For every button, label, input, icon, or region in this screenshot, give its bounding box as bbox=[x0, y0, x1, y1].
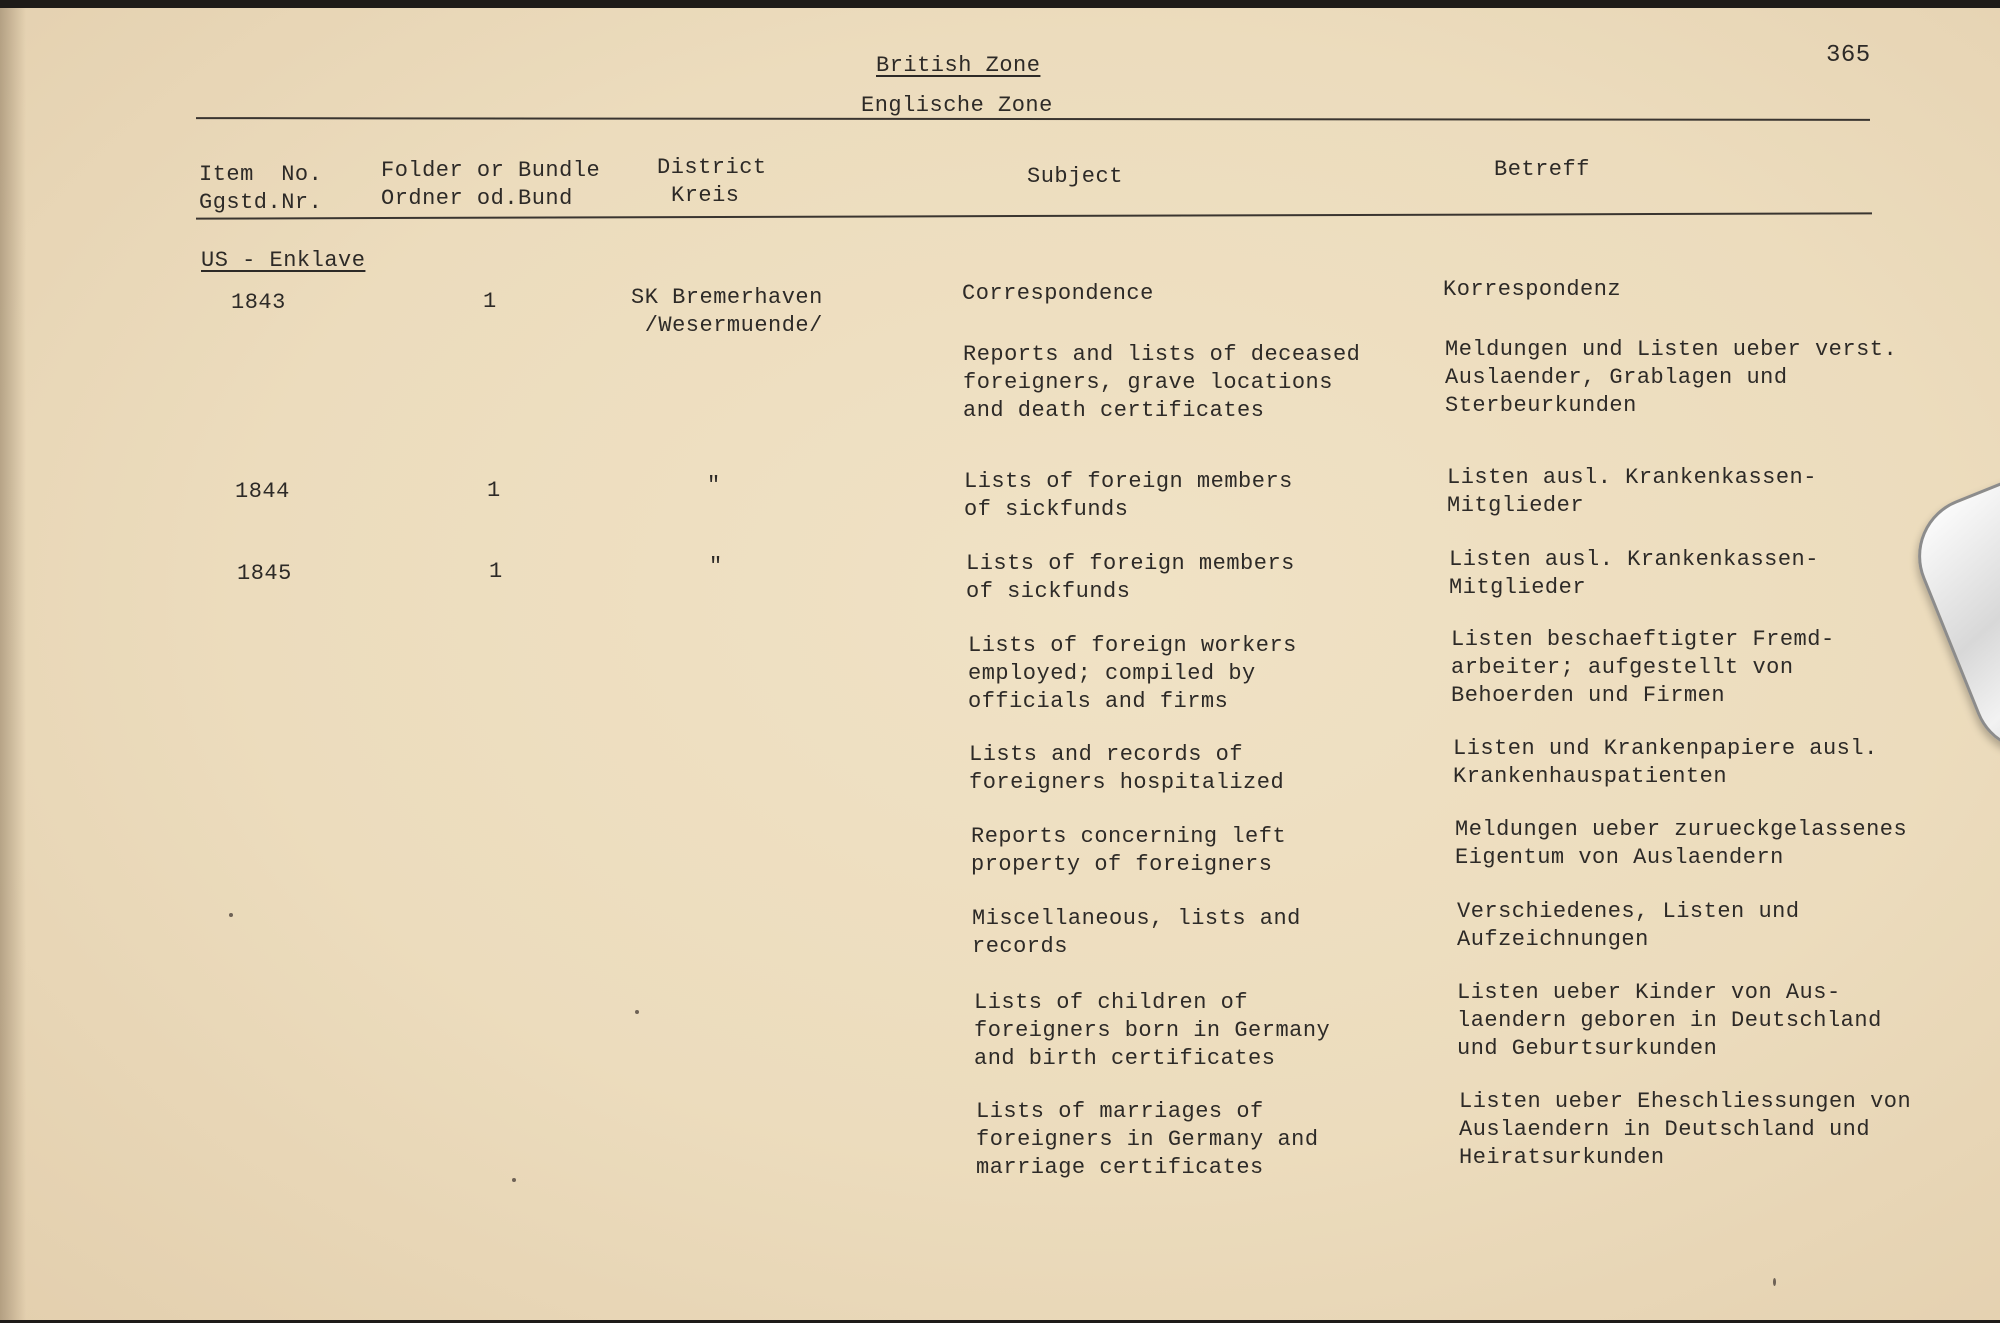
betreff-entry: Meldungen und Listen ueber verst. Auslaender, Grablagen und Sterbeurkunden bbox=[1445, 337, 1898, 418]
paper-clip bbox=[1900, 465, 2000, 770]
folder-number: 1 bbox=[483, 289, 497, 314]
district-name: SK Bremerhaven /Wesermuende/ bbox=[631, 285, 823, 338]
district-ditto: " bbox=[707, 473, 721, 498]
district-ditto: " bbox=[709, 554, 723, 579]
paper-speck bbox=[635, 1010, 639, 1014]
col-item-de: Ggstd.Nr. bbox=[199, 190, 323, 215]
subject-entry: Lists of foreign members of sickfunds bbox=[964, 469, 1293, 522]
subject-entry: Reports concerning left property of foreigners bbox=[971, 824, 1287, 877]
zone-title-de: Englische Zone bbox=[861, 93, 1053, 118]
betreff-entry: Meldungen ueber zurueckgelassenes Eigentum von Auslaendern bbox=[1455, 817, 1908, 870]
folder-number: 1 bbox=[489, 559, 503, 584]
betreff-entry: Listen ueber Kinder von Aus- laendern geboren in Deutschland und Geburtsurkunden bbox=[1457, 980, 1882, 1061]
item-number: 1845 bbox=[237, 561, 292, 586]
col-district-en: District bbox=[657, 155, 767, 180]
betreff-entry: Korrespondenz bbox=[1443, 277, 1622, 302]
col-betreff: Betreff bbox=[1494, 157, 1590, 182]
subject-entry: Reports and lists of deceased foreigners, grave locations and death certificates bbox=[963, 342, 1361, 423]
zone-title-en: British Zone bbox=[876, 53, 1041, 78]
paper-speck bbox=[512, 1178, 516, 1182]
section-title: US - Enklave bbox=[201, 248, 366, 273]
subject-entry: Lists of marriages of foreigners in Germany and marriage certificates bbox=[976, 1099, 1319, 1180]
col-district-de: Kreis bbox=[671, 183, 740, 208]
betreff-entry: Listen ausl. Krankenkassen- Mitglieder bbox=[1449, 547, 1819, 600]
col-item-en: Item No. bbox=[199, 162, 323, 187]
item-number: 1843 bbox=[231, 290, 286, 315]
paper-speck bbox=[229, 913, 233, 917]
subject-entry: Lists of foreign members of sickfunds bbox=[966, 551, 1295, 604]
paper-speck bbox=[1773, 1278, 1776, 1286]
col-folder-de: Ordner od.Bund bbox=[381, 186, 573, 211]
col-folder-en: Folder or Bundle bbox=[381, 158, 601, 183]
betreff-entry: Listen ausl. Krankenkassen- Mitglieder bbox=[1447, 465, 1817, 518]
subject-entry: Lists of foreign workers employed; compiled by officials and firms bbox=[968, 633, 1297, 714]
item-number: 1844 bbox=[235, 479, 290, 504]
header-rule-top bbox=[196, 117, 1870, 121]
binding-shadow bbox=[0, 8, 26, 1320]
subject-entry: Lists and records of foreigners hospitalized bbox=[969, 742, 1285, 795]
betreff-entry: Verschiedenes, Listen und Aufzeichnungen bbox=[1457, 899, 1800, 952]
betreff-entry: Listen und Krankenpapiere ausl. Krankenhauspatienten bbox=[1453, 736, 1878, 789]
subject-entry: Lists of children of foreigners born in Germany and birth certificates bbox=[974, 990, 1331, 1071]
page-number: 365 bbox=[1826, 42, 1871, 69]
col-subject: Subject bbox=[1027, 164, 1123, 189]
subject-entry: Correspondence bbox=[962, 281, 1154, 306]
header-rule-bottom bbox=[196, 212, 1872, 219]
betreff-entry: Listen ueber Eheschliessungen von Auslaendern in Deutschland und Heiratsurkunden bbox=[1459, 1089, 1912, 1170]
document-page bbox=[0, 8, 2000, 1320]
subject-entry: Miscellaneous, lists and records bbox=[972, 906, 1301, 959]
folder-number: 1 bbox=[487, 478, 501, 503]
betreff-entry: Listen beschaeftigter Fremd- arbeiter; aufgestellt von Behoerden und Firmen bbox=[1451, 627, 1835, 708]
